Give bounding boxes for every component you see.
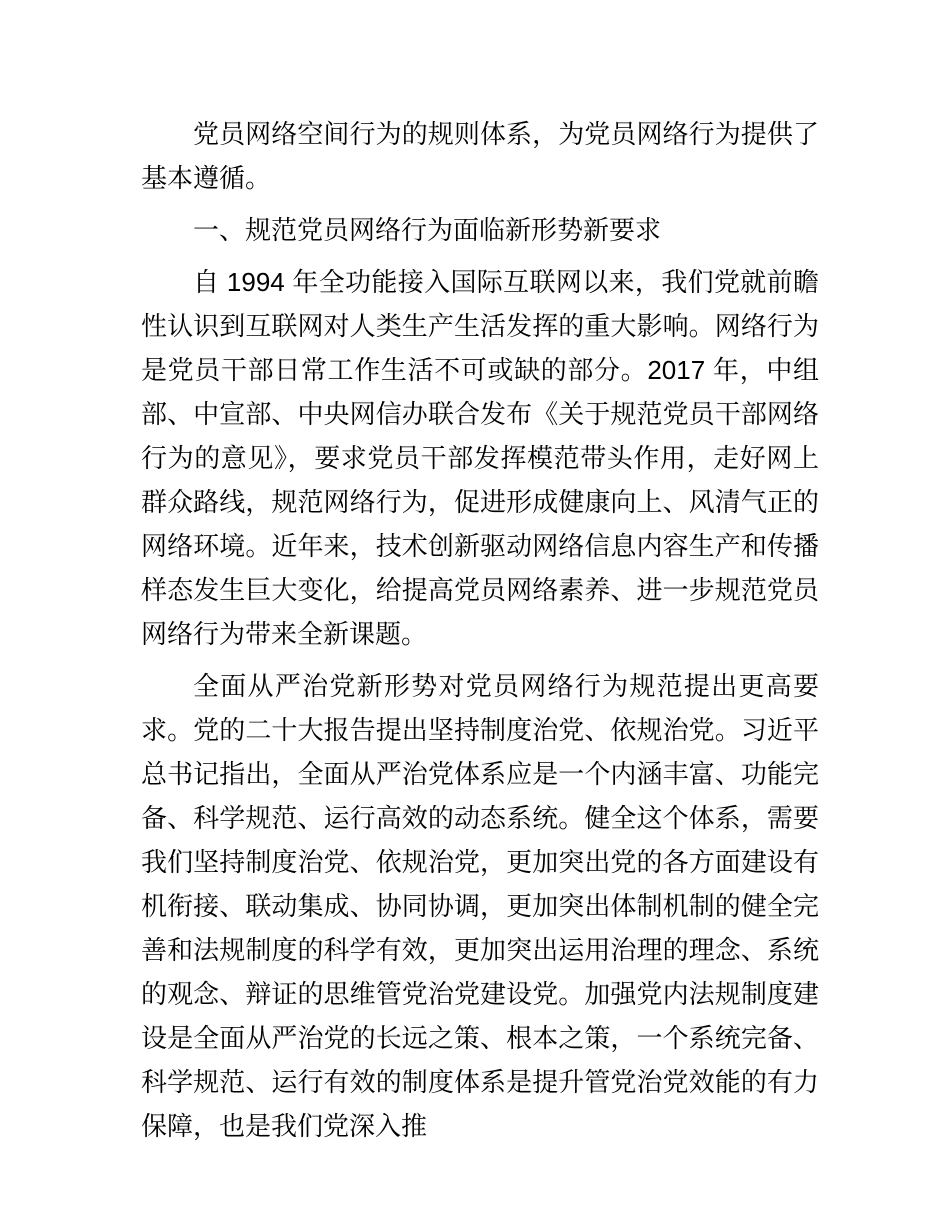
paragraph-body-1: 自 1994 年全功能接入国际互联网以来，我们党就前瞻性认识到互联网对人类生产生活发挥的重大影响。网络行为是党员干部日常工作生活不可或缺的部分。2017 年，中组部、中宣部、中央网信办联合发布《关于规范党员干部网络行为的意见》，要求党员干部发挥模范带头作用，走好网上群众路线，规范网络行为，促进形成健康向上、风清气正的网络环境。近年来，技术创新驱动网络信息内容生产和传播样态发生巨大变化，给提高党员网络素养、进一步规范党员网络行为带来全新课题。 <box>141 267 819 649</box>
paragraph-body-2: 全面从严治党新形势对党员网络行为规范提出更高要求。党的二十大报告提出坚持制度治党、依规治党。习近平总书记指出，全面从严治党体系应是一个内涵丰富、功能完备、科学规范、运行高效的动态系统。健全这个体系，需要我们坚持制度治党、依规治党，更加突出党的各方面建设有机衔接、联动集成、协同协调，更加突出体制机制的健全完善和法规制度的科学有效，更加突出运用治理的理念、系统的观念、辩证的思维管党治党建设党。加强党内法规制度建设是全面从严治党的长远之策、根本之策，一个系统完备、科学规范、运行有效的制度体系是提升管党治党效能的有力保障，也是我们党深入推 <box>141 671 819 1141</box>
paragraph-continuation: 党员网络空间行为的规则体系，为党员网络行为提供了基本遵循。 <box>141 119 819 193</box>
section-heading: 一、规范党员网络行为面临新形势新要求 <box>193 215 662 245</box>
